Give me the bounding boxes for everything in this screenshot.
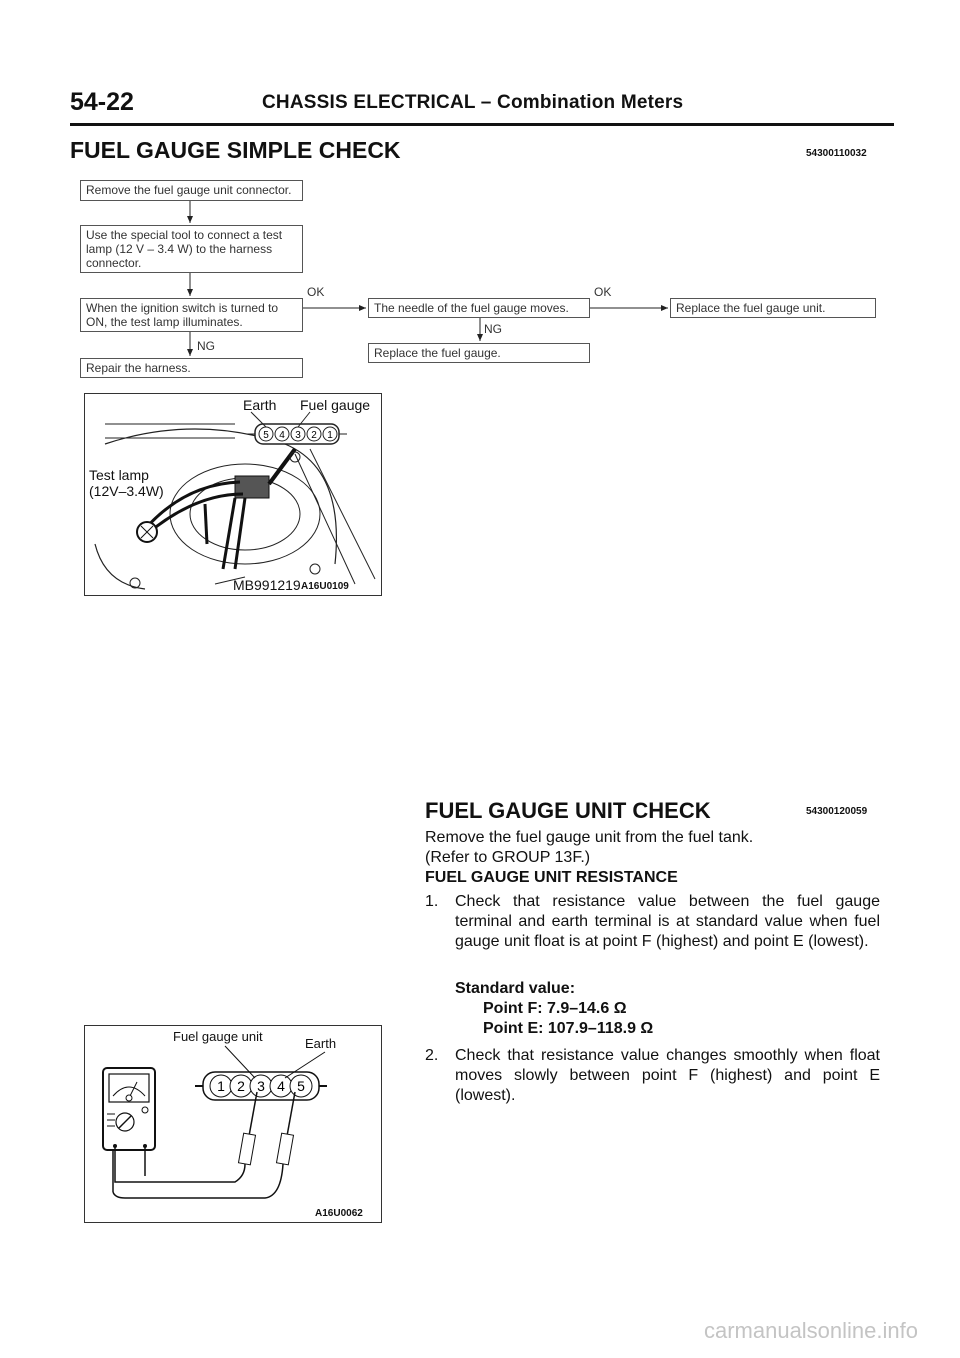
fig2-figure-code: A16U0062 <box>315 1208 363 1219</box>
connector-pin-4: 4 <box>279 430 285 441</box>
fig1-fuel-gauge-label: Fuel gauge <box>300 397 371 413</box>
simple-check-code: 54300110032 <box>806 148 867 159</box>
flow-step-needle-moves: The needle of the fuel gauge moves. <box>368 298 590 318</box>
check-item-2-text: Check that resistance value changes smoothly when float moves slowly between point F (highest) and point E (lowest). <box>455 1047 880 1104</box>
flow-step-connect-lamp: Use the special tool to connect a test lamp (12 V – 3.4 W) to the harness connector. <box>80 225 303 273</box>
flow-step-replace-gauge-unit: Replace the fuel gauge unit. <box>670 298 876 318</box>
flowchart-arrows <box>0 0 960 400</box>
connector-pin-1: 1 <box>327 430 333 441</box>
standard-value-point-e: Point E: 107.9–118.9 Ω <box>483 1020 654 1037</box>
connector-pin-3: 3 <box>295 430 301 441</box>
fig2-earth-label: Earth <box>305 1036 337 1051</box>
unit-check-subtitle: FUEL GAUGE UNIT RESISTANCE <box>425 869 678 886</box>
flow-label-ok-1: OK <box>307 285 325 299</box>
fig1-test-lamp-label: Test lamp <box>89 467 149 483</box>
check-item-2-number: 2. <box>425 1047 439 1064</box>
flow-label-ng-1: NG <box>197 339 215 353</box>
simple-check-title: FUEL GAUGE SIMPLE CHECK <box>70 137 401 163</box>
connector-pin-2: 2 <box>311 430 317 441</box>
chapter-title: CHASSIS ELECTRICAL – Combination Meters <box>262 92 684 113</box>
standard-value-point-f: Point F: 7.9–14.6 Ω <box>483 1000 627 1017</box>
fig1-test-lamp-spec: (12V–3.4W) <box>89 483 164 499</box>
figure-resistance-measurement <box>84 1025 382 1223</box>
flow-step-repair-harness: Repair the harness. <box>80 358 303 378</box>
fig1-tool-label: MB991219 <box>233 577 301 593</box>
check-item-1 <box>425 892 880 976</box>
flow-label-ng-2: NG <box>484 322 502 336</box>
check-item-2 <box>425 1046 880 1108</box>
figure-test-lamp-connection <box>84 393 382 596</box>
connector-pin-5: 5 <box>263 430 269 441</box>
standard-value-label: Standard value: <box>455 980 576 997</box>
unit-check-intro-ref: (Refer to GROUP 13F.) <box>425 849 591 866</box>
unit-pin-4: 4 <box>277 1078 285 1094</box>
flow-label-ok-2: OK <box>594 285 612 299</box>
unit-pin-3: 3 <box>257 1078 265 1094</box>
unit-check-title: FUEL GAUGE UNIT CHECK <box>425 798 711 823</box>
ohmmeter-diagram <box>85 1026 381 1222</box>
check-item-1-number: 1. <box>425 893 439 910</box>
check-item-1-text: Check that resistance value between the fuel gauge terminal and earth terminal is at standard value when fuel gauge unit float is at point F (highest) and point E (lowest). <box>455 893 880 950</box>
unit-pin-1: 1 <box>217 1078 225 1094</box>
fig2-fuel-gauge-unit-label: Fuel gauge unit <box>173 1029 263 1044</box>
flow-step-ignition-on: When the ignition switch is turned to ON, the test lamp illuminates. <box>80 298 303 332</box>
watermark-text: carmanualsonline.info <box>703 1318 918 1343</box>
fig1-earth-label: Earth <box>243 397 277 413</box>
unit-check-intro: Remove the fuel gauge unit from the fuel tank. <box>425 829 754 846</box>
unit-pin-2: 2 <box>237 1078 245 1094</box>
unit-pin-5: 5 <box>297 1078 305 1094</box>
fig1-figure-code: A16U0109 <box>301 581 349 592</box>
flow-step-remove-connector: Remove the fuel gauge unit connector. <box>80 180 303 201</box>
unit-check-code: 54300120059 <box>806 806 868 817</box>
page-number: 54-22 <box>70 88 134 116</box>
flow-step-replace-gauge: Replace the fuel gauge. <box>368 343 590 363</box>
